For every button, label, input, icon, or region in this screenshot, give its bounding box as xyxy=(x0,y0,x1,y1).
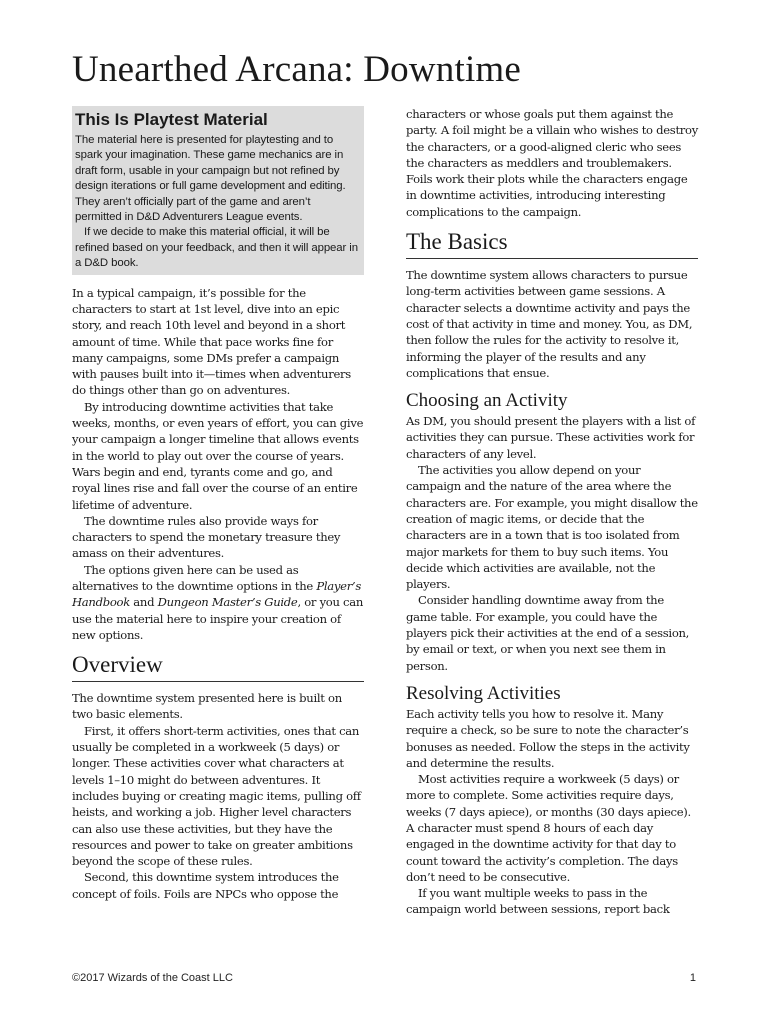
paragraph: The downtime system allows characters to pursue long-term activities between game sessions. A character selects a downtime activity and pays the cost of that activity in time and money. You, as DM, then follow the rules for the activity to resolve it, informing the player of the results and any complications that ensue. xyxy=(406,268,693,380)
sidebar-paragraph: The material here is presented for playtesting and to spark your imagination. These game mechanics are in draft form, usable in your campaign but not refined by design iterations or full game development and editing. They aren’t officially part of the game and aren’t permitted in D&D Adventurers League events. xyxy=(75,134,346,224)
paragraph: If you want multiple weeks to pass in the campaign world between sessions, report back xyxy=(406,886,670,917)
basics-section xyxy=(406,267,698,381)
section-heading-basics: The Basics xyxy=(406,228,698,259)
paragraph: Each activity tells you how to resolve it. Many require a check, so be sure to note the character’s bonuses as needed. Follow the steps in the activity and determine the results. xyxy=(406,706,690,770)
overview-continued xyxy=(406,106,698,220)
page-title: Unearthed Arcana: Downtime xyxy=(72,49,522,90)
playtest-sidebar xyxy=(72,106,364,275)
text-run: and xyxy=(129,595,158,610)
section-heading-overview: Overview xyxy=(72,651,364,682)
paragraph: The activities you allow depend on your campaign and the nature of the area where the characters are. For example, you might disallow the creation of magic items, or decide that the characters are in a town that is too isolated from major markets for them to buy such items. You decide which activities are available, not the players. xyxy=(406,463,698,592)
paragraph: First, it offers short-term activities, ones that can usually be completed in a workweek (5 days) or longer. These activities cover what characters at levels 1–10 might do between adventures. It includes buying or creating magic items, pulling off heists, and working a job. Higher level characters can also use these activities, but they have the resources and power to take on greater ambitions beyond the scope of these rules. xyxy=(72,723,361,869)
left-column xyxy=(72,106,364,902)
sidebar-paragraph: If we decide to make this material official, it will be refined based on your feedback, and then it will appear in a D&D book. xyxy=(75,226,358,270)
paragraph: Most activities require a workweek (5 days) or more to complete. Some activities require days, weeks (7 days apiece), or months (30 days apiece). A character must spend 8 hours of each day engaged in the downtime activity for that day to count toward the activity’s completion. The days don’t need to be consecutive. xyxy=(406,772,691,884)
paragraph: Second, this downtime system introduces the concept of foils. Foils are NPCs who oppose the xyxy=(72,870,339,901)
sidebar-title: This Is Playtest Material xyxy=(75,110,268,129)
book-title: Dungeon Master’s Guide xyxy=(157,595,298,610)
subsection-heading-resolving: Resolving Activities xyxy=(406,682,561,704)
paragraph: characters or whose goals put them against the party. A foil might be a villain who wishes to destroy the characters, or a good-aligned cleric who sees the characters as meddlers and troublemakers. Foils work their plots while the characters engage in downtime activities, introducing interesting complications to the campaign. xyxy=(406,107,698,219)
choosing-section xyxy=(406,413,698,674)
subsection-heading-choosing: Choosing an Activity xyxy=(406,390,568,412)
paragraph: The downtime rules also provide ways for characters to spend the monetary treasure they amass on their adventures. xyxy=(72,513,341,561)
paragraph xyxy=(72,562,364,643)
paragraph: In a typical campaign, it’s possible for the characters to start at 1st level, dive into an epic story, and reach 10th level and beyond in a short amount of time. While that pace works fine for many campaigns, some DMs prefer a campaign with pauses built into it—times when adventurers do things other than go on adventures. xyxy=(72,285,351,398)
paragraph: The downtime system presented here is built on two basic elements. xyxy=(72,691,342,722)
overview-section xyxy=(72,690,364,902)
footer-copyright: ©2017 Wizards of the Coast LLC xyxy=(72,972,233,984)
paragraph: By introducing downtime activities that take weeks, months, or even years of effort, you can give your campaign a longer timeline that allows events in the world to play out over the course of years. Wars begin and end, tyrants come and go, and royal lines rise and fall over the course of an entire lifetime of adventure. xyxy=(72,399,364,512)
resolving-section xyxy=(406,706,698,918)
book-title: Player’s Handbook xyxy=(72,579,361,610)
paragraph: Consider handling downtime away from the game table. For example, you could have the players pick their activities at the end of a session, by email or text, or when you next see them in person. xyxy=(406,593,690,673)
right-column xyxy=(406,106,698,918)
footer-page-number: 1 xyxy=(689,972,696,984)
paragraph: As DM, you should present the players with a list of activities they can pursue. These activities work for characters of any level. xyxy=(406,414,696,461)
intro-section xyxy=(72,285,364,644)
text-run: , or you can use the material here to inspire your creation of new options. xyxy=(72,595,364,642)
text-run: The options given here can be used as alternatives to the downtime options in the xyxy=(72,562,317,593)
